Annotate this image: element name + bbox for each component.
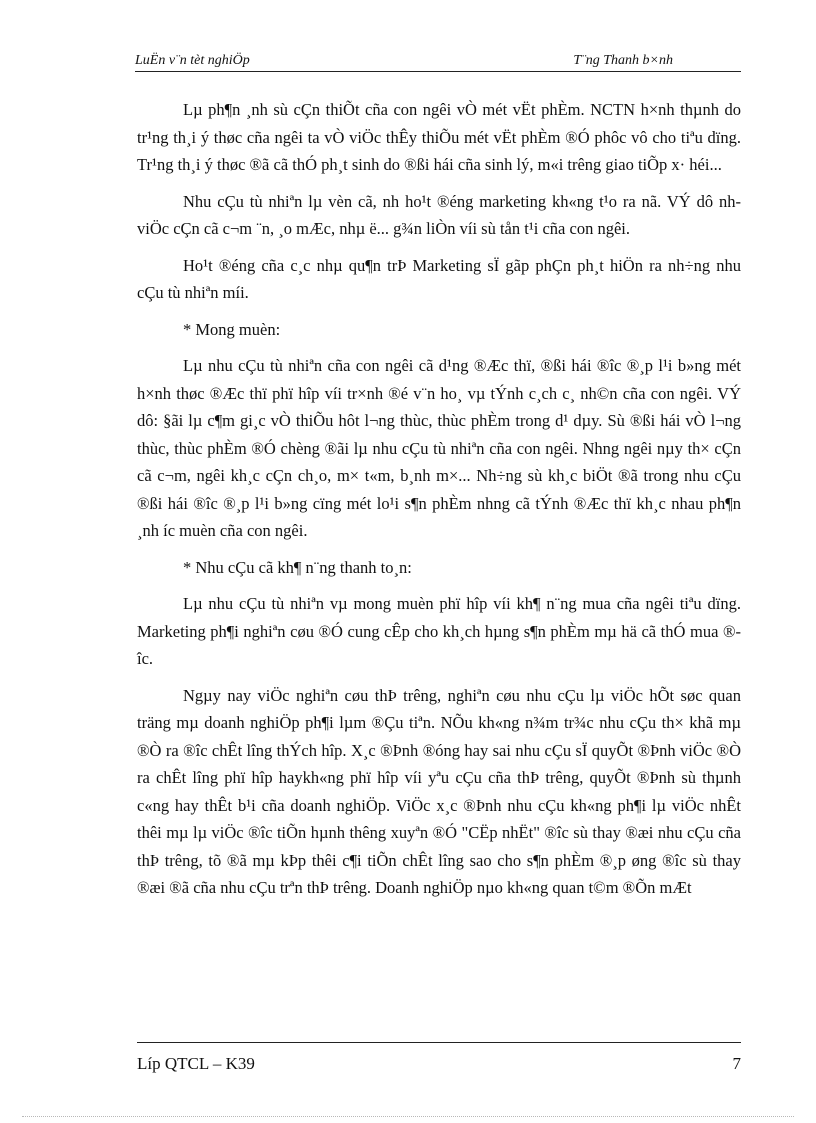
page-header (135, 51, 741, 73)
page-footer (137, 1042, 741, 1082)
paragraph: Nhu cÇu tù nhiªn lµ vèn cã, nh ho¹t ®éng marketing kh«ng t¹o ra nã. VÝ dô nh viÖc cÇn cã c¬m ¨n, ¸o mÆc, nhµ ë... g¾n liÒn víi sù tån t¹i cña con ngêi. (137, 191, 741, 238)
footer-rule (137, 1042, 741, 1043)
page-edge-dotted-line (22, 1116, 794, 1117)
header-rule (135, 71, 741, 72)
paragraph: Lµ nhu cÇu tù nhiªn vµ mong muèn phï hîp víi kh¶ n¨ng mua cña ngêi tiªu dïng. Marketing ph¶i nghiªn cøu ®Ó cung cÊp cho kh¸ch hµng s¶n phÈm mµ hä cã thÓ mua ®îc. (137, 594, 741, 668)
paragraph: Ngµy nay viÖc nghiªn cøu thÞ trêng, nghiªn cøu nhu cÇu lµ viÖc hÕt søc quan träng mµ doanh nghiÖp ph¶i lµm ®Çu tiªn. NÕu kh«ng n¾m tr¾c nhu cÇu th× khã mµ ®Ò ra ®îc chÊt lîng thÝch hîp. X¸c ®Þnh ®óng hay sai nhu cÇu sÏ quyÕt ®Þnh viÖc ®Ò ra chÊt lîng phï hîp haykh«ng phï hîp víi yªu cÇu cña thÞ trêng, quyÕt ®Þnh sù thµnh c«ng hay thÊt b¹i cña doanh nghiÖp. ViÖc x¸c ®Þnh nhu cÇu kh«ng ph¶i lµ viÖc nhÊt thêi mµ lµ viÖc ®îc tiÕn hµnh thêng xuyªn ®Ó "CËp nhËt" ®îc sù thay ®æi nhu cÇu cña thÞ trêng, tõ ®ã mµ kÞp thêi c¶i tiÕn chÊt lîng sao cho s¶n phÈm ®¸p øng ®îc sù thay ®æi ®ã cña nhu cÇu trªn thÞ trêng. Doanh nghiÖp nµo kh«ng quan t©m ®Õn mÆt (137, 685, 741, 897)
header-author: T¨ng Thanh b×nh (573, 53, 673, 68)
header-thesis-title: LuËn v¨n tèt nghiÖp (135, 53, 250, 68)
body-text (137, 96, 741, 911)
paragraph: Ho¹t ®éng cña c¸c nhµ qu¶n trÞ Marketing sÏ gãp phÇn ph¸t hiÖn ra nh÷ng nhu cÇu tù nhiªn míi. (137, 255, 741, 302)
page-number: 7 (732, 1054, 741, 1073)
paragraph: Lµ ph¶n ¸nh sù cÇn thiÕt cña con ngêi vÒ mét vËt phÈm. NCTN h×nh thµnh do tr¹ng th¸i ý thøc cña ngêi ta vÒ viÖc thÊy thiÕu mét vËt phÈm ®Ó phôc vô cho tiªu dïng. Tr¹ng th¸i ý thøc ®ã cã thÓ ph¸t sinh do ®ßi hái cña sinh lý, m«i trêng giao tiÕp x· héi... (137, 100, 741, 174)
section-heading: * Nhu cÇu cã kh¶ n¨ng thanh to¸n: (183, 557, 412, 577)
footer-class-label: Líp QTCL – K39 (137, 1054, 255, 1073)
paragraph: Lµ nhu cÇu tù nhiªn cña con ngêi cã d¹ng ®Æc thï, ®ßi hái ®îc ®¸p l¹i b»ng mét h×nh thøc ®Æc thï phï hîp víi tr×nh ®é v¨n ho¸ vµ tÝnh c¸ch c¸ nh©n cña con ngêi. VÝ dô: §ãi lµ c¶m gi¸c vÒ thiÕu hôt l¬ng thùc, thùc phÈm trong d¹ dµy. Sù ®ßi hái vÒ l¬ng thùc, thùc phÈm ®Ó chèng ®ãi lµ nhu cÇu tù nhiªn cña con ngêi. Nhng ngêi nµy th× cÇn cã c¬m, ngêi kh¸c cÇn ch¸o, m× t«m, b¸nh m×... Nh÷ng sù kh¸c biÖt ®ã trong nhu cÇu ®ßi hái ®îc ®¸p l¹i b»ng cïng mét lo¹i s¶n phÈm nhng cã tÝnh ®Æc thï kh¸c nhau ph¶n ¸nh íc muèn cña con ngêi. (137, 356, 741, 540)
section-heading: * Mong muèn: (183, 319, 281, 339)
